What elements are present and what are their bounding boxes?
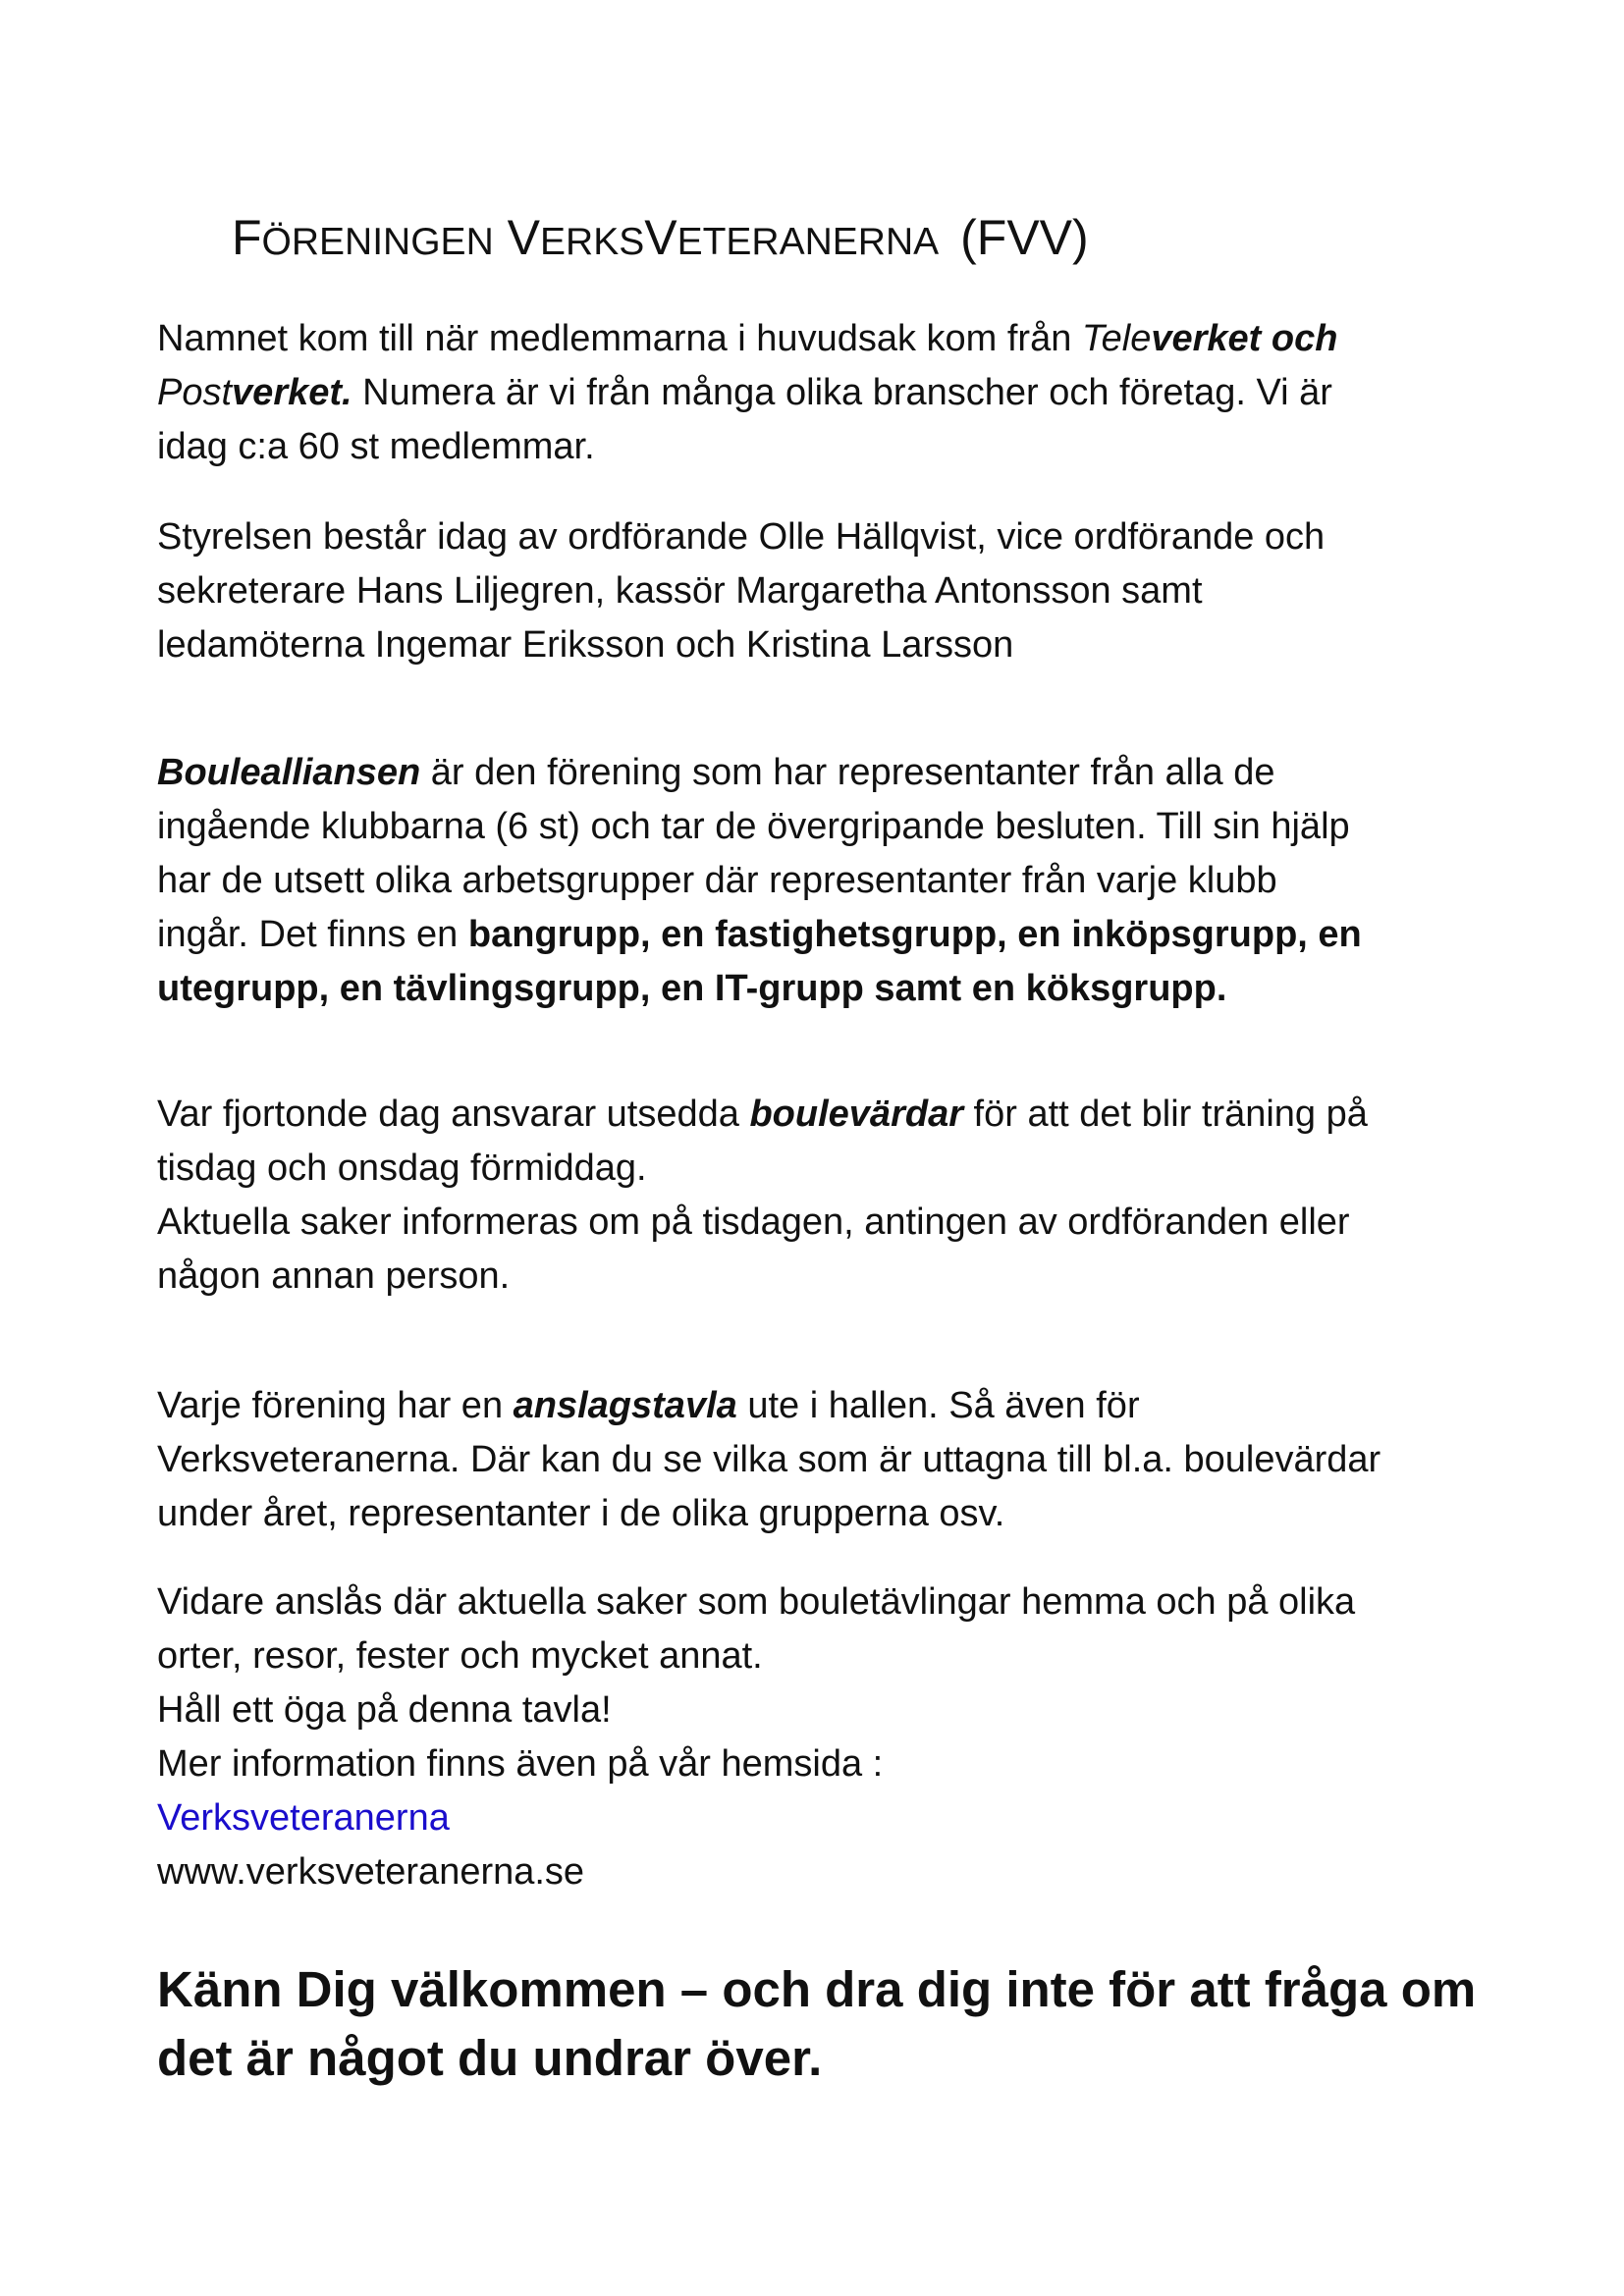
title-letter-f: F <box>232 210 262 265</box>
bold-italic-fragment: anslagstavla <box>513 1385 737 1426</box>
text-line <box>157 1088 1492 1142</box>
website-link[interactable]: Verksveteranerna <box>157 1797 450 1839</box>
text-line: under året, representanter i de olika grupperna osv. <box>157 1493 1005 1534</box>
title-abbreviation: (FVV) <box>960 210 1089 265</box>
paragraph-board <box>157 510 1492 672</box>
paragraph-more-info <box>157 1575 1492 1899</box>
text-line: orter, resor, fester och mycket annat. <box>157 1635 763 1677</box>
text-fragment: Var fjortonde dag ansvarar utsedda <box>157 1094 750 1135</box>
text-line: ingående klubbarna (6 st) och tar de övergripande besluten. Till sin hjälp <box>157 806 1350 847</box>
text-fragment: Numera är vi från många olika branscher och företag. Vi är <box>352 372 1332 413</box>
text-fragment: ute i hallen. Så även för <box>736 1385 1140 1426</box>
title-letter-v1: V <box>507 210 541 265</box>
text-line: har de utsett olika arbetsgrupper där representanter från varje klubb <box>157 860 1277 901</box>
paragraph-anslagstavla <box>157 1379 1492 1541</box>
text-line <box>157 366 1492 420</box>
text-line: Vidare anslås där aktuella saker som bouletävlingar hemma och på olika <box>157 1581 1356 1623</box>
italic-fragment: Tele <box>1081 318 1152 359</box>
text-line: Känn Dig välkommen – och dra dig inte för att fråga om <box>157 1961 1477 2017</box>
text-line: Aktuella saker informeras om på tisdagen, antingen av ordföranden eller <box>157 1201 1350 1243</box>
text-line: sekreterare Hans Liljegren, kassör Margaretha Antonsson samt <box>157 570 1203 612</box>
title-letter-v2: V <box>644 210 677 265</box>
text-line: Styrelsen består idag av ordförande Olle Hällqvist, vice ordförande och <box>157 516 1326 558</box>
bold-italic-fragment: verket och <box>1151 318 1338 359</box>
bold-italic-fragment: Boulealliansen <box>157 752 421 793</box>
text-line: det är något du undrar över. <box>157 2030 823 2086</box>
text-line: idag c:a 60 st medlemmar. <box>157 426 595 467</box>
text-line <box>157 1379 1492 1433</box>
closing-statement <box>157 1955 1492 2093</box>
paragraph-name-origin <box>157 312 1492 474</box>
page-title <box>232 202 1089 278</box>
bold-italic-fragment: boulevärdar <box>749 1094 963 1135</box>
italic-fragment: Post <box>157 372 233 413</box>
text-fragment: Namnet kom till när medlemmarna i huvudsak kom från <box>157 318 1082 359</box>
text-line <box>157 312 1492 366</box>
bold-fragment: bangrupp, en fastighetsgrupp, en inköpsgrupp, en <box>467 914 1362 955</box>
title-word-verks: ERKS <box>540 221 645 263</box>
text-fragment: ingår. Det finns en <box>157 914 468 955</box>
text-fragment: Varje förening har en <box>157 1385 514 1426</box>
text-line: tisdag och onsdag förmiddag. <box>157 1148 647 1189</box>
text-line: Håll ett öga på denna tavla! <box>157 1689 612 1731</box>
website-url: www.verksveteranerna.se <box>157 1851 585 1893</box>
title-word-veteranerna: ETERANERNA <box>677 221 940 263</box>
text-fragment: är den förening som har representanter från alla de <box>420 752 1275 793</box>
text-line: Mer information finns även på vår hemsida : <box>157 1743 884 1785</box>
paragraph-boulealliansen <box>157 746 1492 1016</box>
text-line: ledamöterna Ingemar Eriksson och Kristina Larsson <box>157 624 1014 666</box>
text-line <box>157 908 1492 962</box>
text-line: utegrupp, en tävlingsgrupp, en IT-grupp samt en köksgrupp. <box>157 968 1227 1009</box>
text-line <box>157 746 1492 800</box>
text-line: någon annan person. <box>157 1255 511 1297</box>
title-word-foreningen: ÖRENINGEN <box>261 221 494 263</box>
paragraph-boulevardar <box>157 1088 1492 1304</box>
bold-italic-fragment: verket. <box>232 372 352 413</box>
text-line: Verksveteranerna. Där kan du se vilka som är uttagna till bl.a. boulevärdar <box>157 1439 1381 1480</box>
text-fragment: för att det blir träning på <box>963 1094 1368 1135</box>
